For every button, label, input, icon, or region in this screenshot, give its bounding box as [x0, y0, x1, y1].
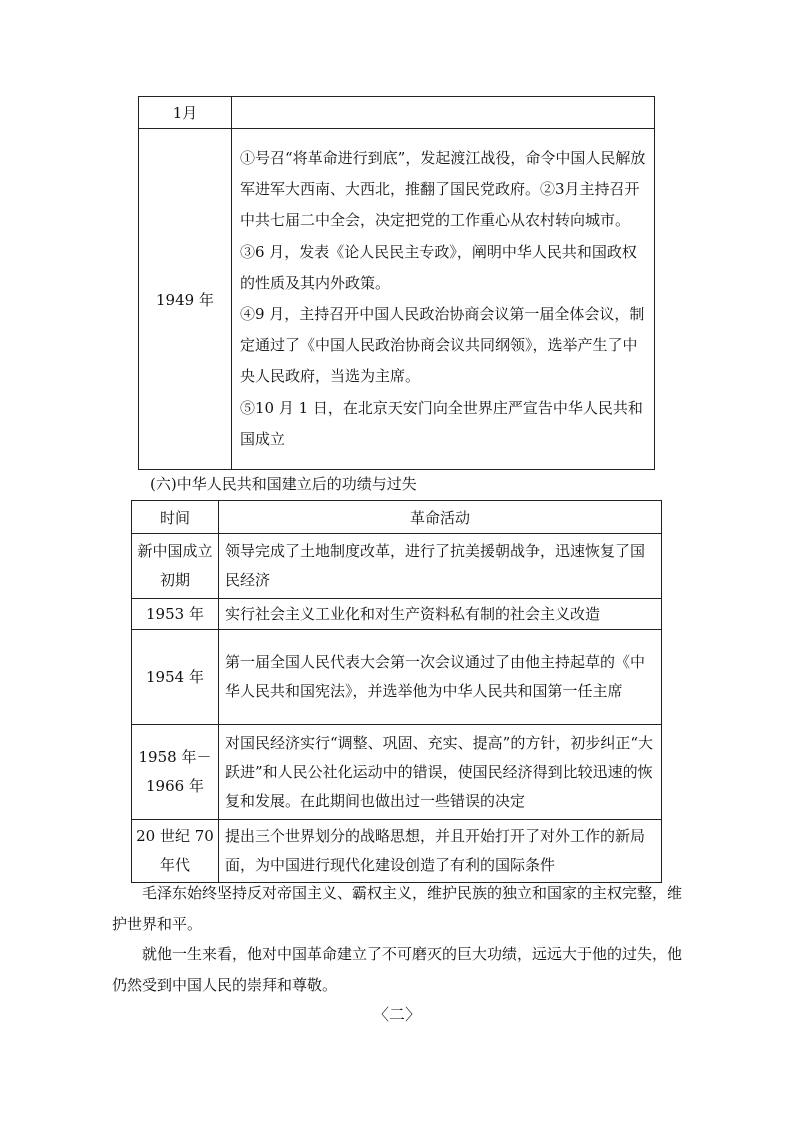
table-row [132, 820, 662, 883]
activity-cell: 领导完成了土地制度改革，进行了抗美援朝战争，迅速恢复了国民经济 [219, 534, 662, 599]
time-cell: 1953 年 [132, 599, 219, 630]
column-header-activity: 革命活动 [219, 501, 662, 534]
time-cell: 20 世纪 70 年代 [132, 820, 219, 883]
time-cell: 1月 [139, 97, 232, 129]
event-item: ①号召“将革命进行到底”，发起渡江战役，命令中国人民解放军进军大西南、大西北，推翻了国民党政府。②3月主持召开中共七届二中全会，决定把党的工作重心从农村转向城市。 [240, 148, 646, 230]
time-cell: 新中国成立初期 [132, 534, 219, 599]
table-row [139, 129, 655, 470]
table-row [139, 97, 655, 129]
activity-cell: 第一届全国人民代表大会第一次会议通过了由他主持起草的《中华人民共和国宪法》，并选举他为中华人民共和国第一任主席 [219, 630, 662, 725]
timeline-table-1949 [138, 96, 655, 470]
activity-cell: 对国民经济实行“调整、巩固、充实、提高”的方针，初步纠正“大跃进”和人民公社化运动中的错误，使国民经济得到比较迅速的恢复和发展。在此期间也做出过一些错误的决定 [219, 725, 662, 820]
table-row [132, 725, 662, 820]
table-header-row [132, 501, 662, 534]
table-row [132, 599, 662, 630]
section-marker: 〈二〉 [372, 1005, 421, 1024]
event-item: ③6 月，发表《论人民民主专政》，阐明中华人民共和国政权的性质及其内外政策。 [240, 242, 637, 292]
body-paragraph: 就他一生来看，他对中国革命建立了不可磨灭的巨大功绩，远远大于他的过失，他仍然受到中国人民的崇拜和尊敬。 [112, 945, 683, 994]
achievements-table [131, 500, 662, 883]
content-cell [232, 97, 655, 129]
section-title: (六)中华人民共和国建立后的功绩与过失 [150, 475, 417, 493]
activity-cell: 提出三个世界划分的战略思想，并且开始打开了对外工作的新局面，为中国进行现代化建设创造了有利的国际条件 [219, 820, 662, 883]
activity-cell: 实行社会主义工业化和对生产资料私有制的社会主义改造 [219, 599, 662, 630]
time-cell: 1954 年 [132, 630, 219, 725]
content-cell [232, 129, 655, 470]
time-cell: 1949 年 [139, 129, 232, 470]
time-cell: 1958 年－1966 年 [132, 725, 219, 820]
table-row [132, 534, 662, 599]
event-item: ⑤10 月 1 日，在北京天安门向全世界庄严宣告中华人民共和国成立 [240, 398, 643, 448]
body-paragraph: 毛泽东始终坚持反对帝国主义、霸权主义，维护民族的独立和国家的主权完整，维护世界和平。 [112, 884, 683, 933]
column-header-time: 时间 [132, 501, 219, 534]
event-item: ④9 月，主持召开中国人民政治协商会议第一届全体会议，制定通过了《中国人民政治协商会议共同纲领》，选举产生了中央人民政府，当选为主席。 [240, 305, 645, 386]
table-row [132, 630, 662, 725]
